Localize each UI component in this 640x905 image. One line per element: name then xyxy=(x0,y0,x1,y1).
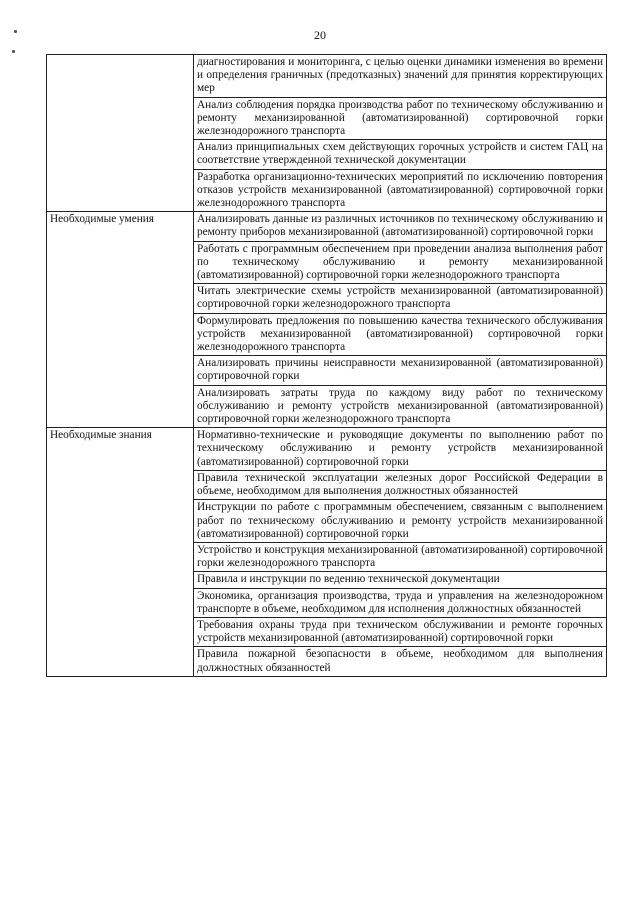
requirement-cell: диагностирования и мониторинга, с целью оценки динамики изменения во времени и определения граничных (предотказных) значений для принятия корректирующих мер xyxy=(194,55,607,98)
scan-mark xyxy=(12,50,15,53)
requirement-cell: Анализировать затраты труда по каждому виду работ по техническому обслуживанию и ремонту устройств механизированной (автоматизированной) сортировочной горки железнодорожного транспорта xyxy=(194,385,607,428)
requirement-cell: Правила и инструкции по ведению технической документации xyxy=(194,572,607,588)
requirement-cell: Читать электрические схемы устройств механизированной (автоматизированной) сортировочной горки железнодорожного транспорта xyxy=(194,284,607,313)
section-label: Необходимые умения xyxy=(47,212,194,428)
requirement-cell: Разработка организационно-технических мероприятий по исключению повторения отказов устройств механизированной (автоматизированной) сортировочной горки железнодорожного транспорта xyxy=(194,169,607,212)
requirement-cell: Правила пожарной безопасности в объеме, необходимом для выполнения должностных обязанностей xyxy=(194,647,607,676)
requirement-cell: Требования охраны труда при техническом обслуживании и ремонте горочных устройств механизированной (автоматизированной) сортировочной горки xyxy=(194,617,607,646)
requirement-cell: Анализ соблюдения порядка производства работ по техническому обслуживанию и ремонту механизированной (автоматизированной) сортировочной горки железнодорожного транспорта xyxy=(194,97,607,140)
requirement-cell: Формулировать предложения по повышению качества технического обслуживания устройств механизированной (автоматизированной) сортировочной горки железнодорожного транспорта xyxy=(194,313,607,356)
requirement-cell: Устройство и конструкция механизированной (автоматизированной) сортировочной горки железнодорожного транспорта xyxy=(194,542,607,571)
requirement-cell: Правила технической эксплуатации железных дорог Российской Федерации в объеме, необходимом для выполнения должностных обязанностей xyxy=(194,470,607,499)
requirement-cell: Инструкции по работе с программным обеспечением, связанным с выполнением работ по техническому обслуживанию и ремонту устройств механизированной (автоматизированной) сортировочной горки xyxy=(194,500,607,543)
section-label xyxy=(47,55,194,212)
requirement-cell: Экономика, организация производства, труда и управления на железнодорожном транспорте в объеме, необходимом для исполнения должностных обязанностей xyxy=(194,588,607,617)
requirement-cell: Нормативно-технические и руководящие документы по выполнению работ по техническому обслуживанию и ремонту устройств механизированной (автоматизированной) сортировочной горки xyxy=(194,428,607,471)
competency-table xyxy=(46,54,607,677)
table-row xyxy=(47,55,607,98)
requirement-cell: Анализировать данные из различных источников по техническому обслуживанию и ремонту приборов механизированной (автоматизированной) сортировочной горки xyxy=(194,212,607,241)
section-label: Необходимые знания xyxy=(47,428,194,676)
page-number: 20 xyxy=(314,28,326,42)
requirement-cell: Анализ принципиальных схем действующих горочных устройств и систем ГАЦ на соответствие утвержденной технической документации xyxy=(194,140,607,169)
table-row xyxy=(47,428,607,471)
requirement-cell: Работать с программным обеспечением при проведении анализа выполнения работ по техническому обслуживанию и ремонту механизированной (автоматизированной) сортировочной горки железнодорожного транспорта xyxy=(194,241,607,284)
table-row xyxy=(47,212,607,241)
requirement-cell: Анализировать причины неисправности механизированной (автоматизированной) сортировочной горки xyxy=(194,356,607,385)
